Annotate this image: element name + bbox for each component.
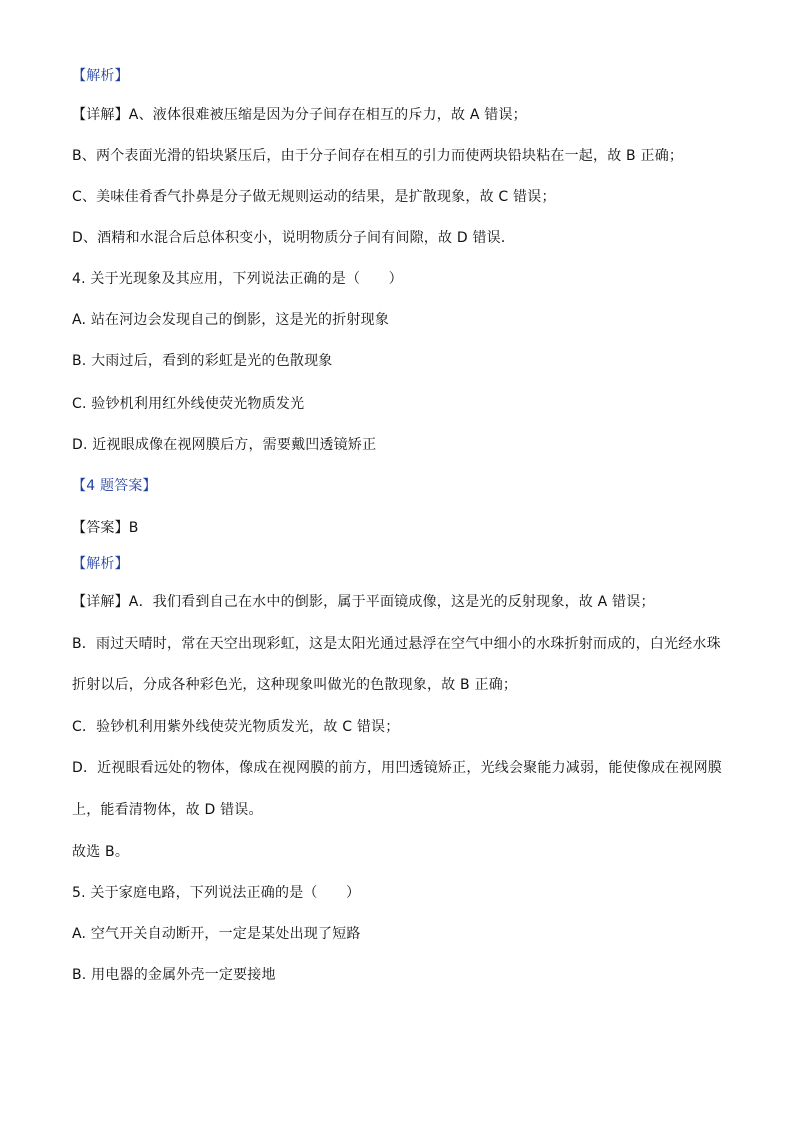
detail-paragraph: 上，能看清物体，故 D 错误。 <box>72 802 263 818</box>
question-option: C. 验钞机利用红外线使荧光物质发光 <box>72 396 305 412</box>
question-stem: 5. 关于家庭电路，下列说法正确的是（ ） <box>72 885 361 901</box>
question-option: A. 空气开关自动断开，一定是某处出现了短路 <box>72 926 361 942</box>
conclusion-line: 故选 B。 <box>72 844 130 860</box>
section-heading-analysis: 【解析】 <box>72 556 129 572</box>
question-option: B. 用电器的金属外壳一定要接地 <box>72 967 276 983</box>
detail-paragraph: 【详解】A、液体很难被压缩是因为分子间存在相互的斥力，故 A 错误； <box>72 107 527 123</box>
section-heading-analysis: 【解析】 <box>72 68 129 84</box>
question-option: B. 大雨过后，看到的彩虹是光的色散现象 <box>72 353 333 369</box>
answer-section-heading: 【4 题答案】 <box>72 478 157 494</box>
detail-paragraph: 折射以后，分成各种彩色光，这种现象叫做光的色散现象，故 B 正确； <box>72 677 518 693</box>
detail-paragraph: C．验钞机利用紫外线使荧光物质发光，故 C 错误； <box>72 719 400 735</box>
question-option: A. 站在河边会发现自己的倒影，这是光的折射现象 <box>72 312 390 328</box>
detail-paragraph: B．雨过天晴时，常在天空出现彩虹，这是太阳光通过悬浮在空气中细小的水珠折射而成的，白光经水珠 <box>72 636 721 652</box>
question-stem: 4. 关于光现象及其应用，下列说法正确的是（ ） <box>72 271 403 287</box>
detail-paragraph: 【详解】A．我们看到自己在水中的倒影，属于平面镜成像，这是光的反射现象，故 A 错误； <box>72 594 655 610</box>
detail-paragraph: D．近视眼看远处的物体，像成在视网膜的前方，用凹透镜矫正，光线会聚能力减弱，能使像成在视网膜 <box>72 760 722 776</box>
detail-paragraph: D、酒精和水混合后总体积变小，说明物质分子间有间隙，故 D 错误． <box>72 230 516 246</box>
question-option: D. 近视眼成像在视网膜后方，需要戴凹透镜矫正 <box>72 437 377 453</box>
detail-paragraph: C、美味佳肴香气扑鼻是分子做无规则运动的结果，是扩散现象，故 C 错误； <box>72 189 556 205</box>
answer-line: 【答案】B <box>72 520 139 536</box>
detail-paragraph: B、两个表面光滑的铅块紧压后，由于分子间存在相互的引力而使两块铅块粘在一起，故 B 正确； <box>72 148 684 164</box>
